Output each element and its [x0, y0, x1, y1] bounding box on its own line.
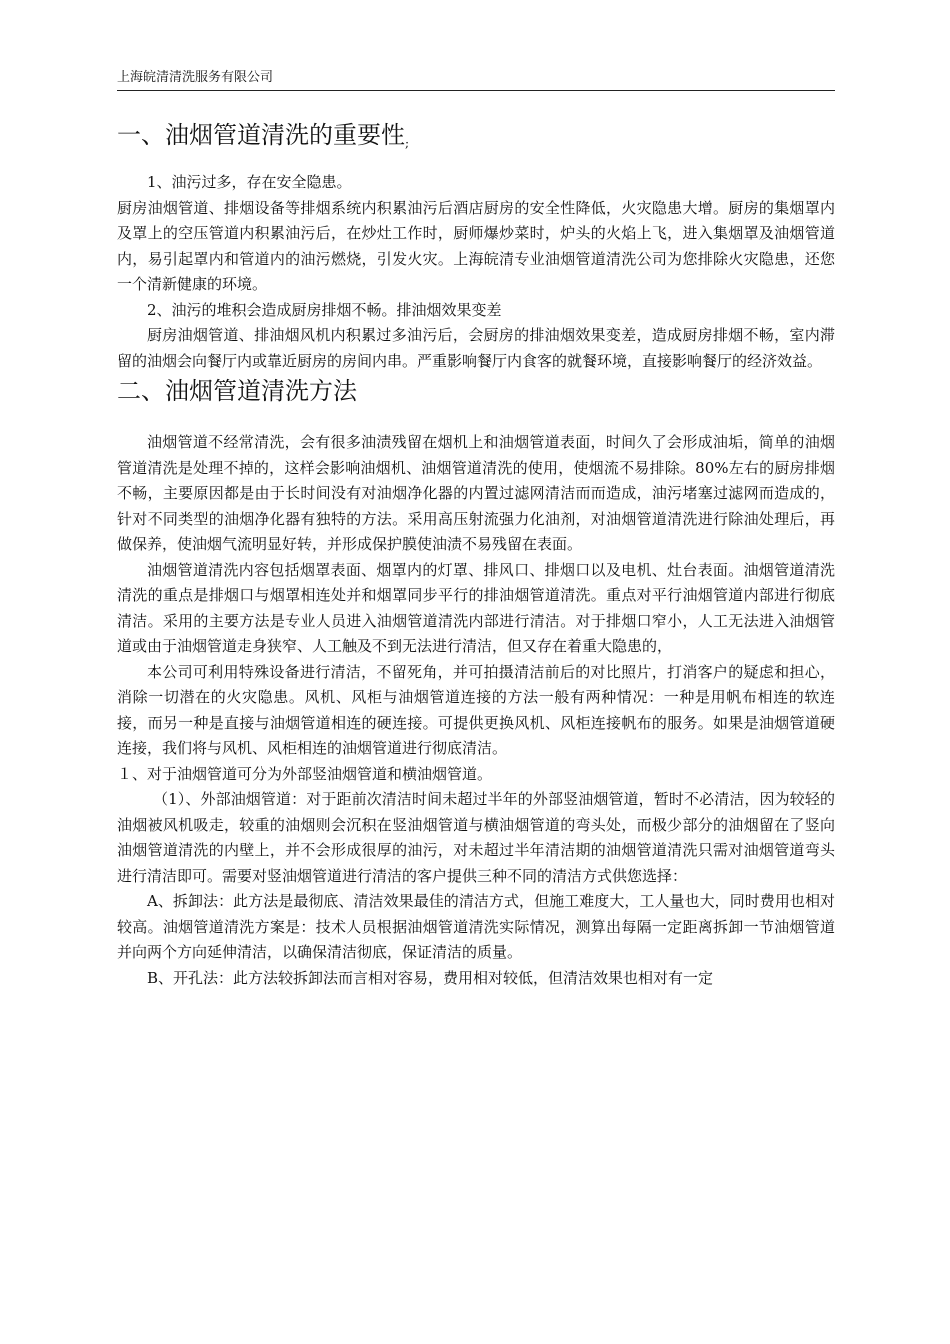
- section-1-item-1-heading: 1、油污过多，存在安全隐患。: [147, 173, 352, 191]
- section-1-item-2-body: 厨房油烟管道、排油烟风机内积累过多油污后，会厨房的排油烟效果变差，造成厨房排烟不畅，室内滞留的油烟会向餐厅内或靠近厨房的房间内串。严重影响餐厅内食客的就餐环境，直接影响餐厅的经济效益。: [117, 326, 835, 370]
- page-header: [117, 68, 835, 91]
- section-2-paragraph-3: 本公司可利用特殊设备进行清洁，不留死角，并可拍摄清洁前后的对比照片，打消客户的疑虑和担心，消除一切潜在的火灾隐患。风机、风柜与油烟管道连接的方法一般有两种情况：一种是用帆布相连的软连接，而另一种是直接与油烟管道相连的硬连接。可提供更换风机、风柜连接帆布的服务。如果是油烟管道硬连接，我们将与风机、风柜相连的油烟管道进行彻底清洁。: [117, 662, 835, 757]
- section-1-item-2-heading: 2、油污的堆积会造成厨房排烟不畅。排油烟效果变差: [147, 300, 502, 319]
- section-2-item-1: １、对于油烟管道可分为外部竖油烟管道和横油烟管道。: [117, 764, 493, 783]
- section-2-method-a: A、拆卸法：此方法是最彻底、清洁效果最佳的清洁方式，但施工难度大，工人量也大，同时费用也相对较高。油烟管道清洗方案是：技术人员根据油烟管道清洗实际情况，测算出每隔一定距离拆卸一节油烟管道并向两个方向延伸清洁，以确保清洁彻底，保证清洁的质量。: [117, 892, 835, 961]
- section-1-title: 一、油烟管道清洗的重要性;: [117, 121, 410, 150]
- company-name: 上海皖清清洗服务有限公司: [117, 70, 274, 85]
- section-2-method-b: B、开孔法：此方法较拆卸法而言相对容易，费用相对较低，但清洁效果也相对有一定: [147, 968, 714, 987]
- section-2-sub-item-1: （1）、外部油烟管道：对于距前次清洁时间未超过半年的外部竖油烟管道，暂时不必清洁，因为较轻的油烟被风机吸走，较重的油烟则会沉积在竖油烟管道与横油烟管道的弯头处，而极少部分的油烟留在了竖向油烟管道清洗的内壁上，并不会形成很厚的油污，对未超过半年清洁期的油烟管道清洗只需对油烟管道弯头进行清洁即可。需要对竖油烟管道进行清洁的客户提供三种不同的清洁方式供您选择：: [117, 790, 835, 885]
- section-2-paragraph-1: 油烟管道不经常清洗，会有很多油渍残留在烟机上和油烟管道表面，时间久了会形成油垢，简单的油烟管道清洗是处理不掉的，这样会影响油烟机、油烟管道清洗的使用，使烟流不易排除。80%左右的厨房排烟不畅，主要原因都是由于长时间没有对油烟净化器的内置过滤网清洁而而造成，油污堵塞过滤网而造成的，针对不同类型的油烟净化器有独特的方法。采用高压射流强力化油剂，对油烟管道清洗进行除油处理后，再做保养，使油烟气流明显好转，并形成保护膜使油渍不易残留在表面。: [117, 433, 835, 553]
- section-2-paragraph-2: 油烟管道清洗内容包括烟罩表面、烟罩内的灯罩、排风口、排烟口以及电机、灶台表面。油烟管道清洗清洗的重点是排烟口与烟罩相连处并和烟罩同步平行的排油烟管道清洗。重点对平行油烟管道内部进行彻底清洁。采用的主要方法是专业人员进入油烟管道清洗内部进行清洁。对于排烟口窄小，人工无法进入油烟管道或由于油烟管道走身狭窄、人工触及不到无法进行清洁，但又存在着重大隐患的，: [117, 560, 835, 655]
- document-body: [117, 118, 835, 991]
- section-1-title-mark: ;: [405, 136, 410, 150]
- section-1-item-1-body: 厨房油烟管道、排烟设备等排烟系统内积累油污后酒店厨房的安全性降低，火灾隐患大增。厨房的集烟罩内及罩上的空压管道内积累油污后，在炒灶工作时，厨师爆炒菜时，炉头的火焰上飞，进入集烟罩及油烟管道内，易引起罩内和管道内的油污燃烧，引发火灾。上海皖清专业油烟管道清洗公司为您排除火灾隐患，还您一个清新健康的环境。: [117, 198, 835, 293]
- section-2-title: 二、油烟管道清洗方法: [117, 377, 357, 405]
